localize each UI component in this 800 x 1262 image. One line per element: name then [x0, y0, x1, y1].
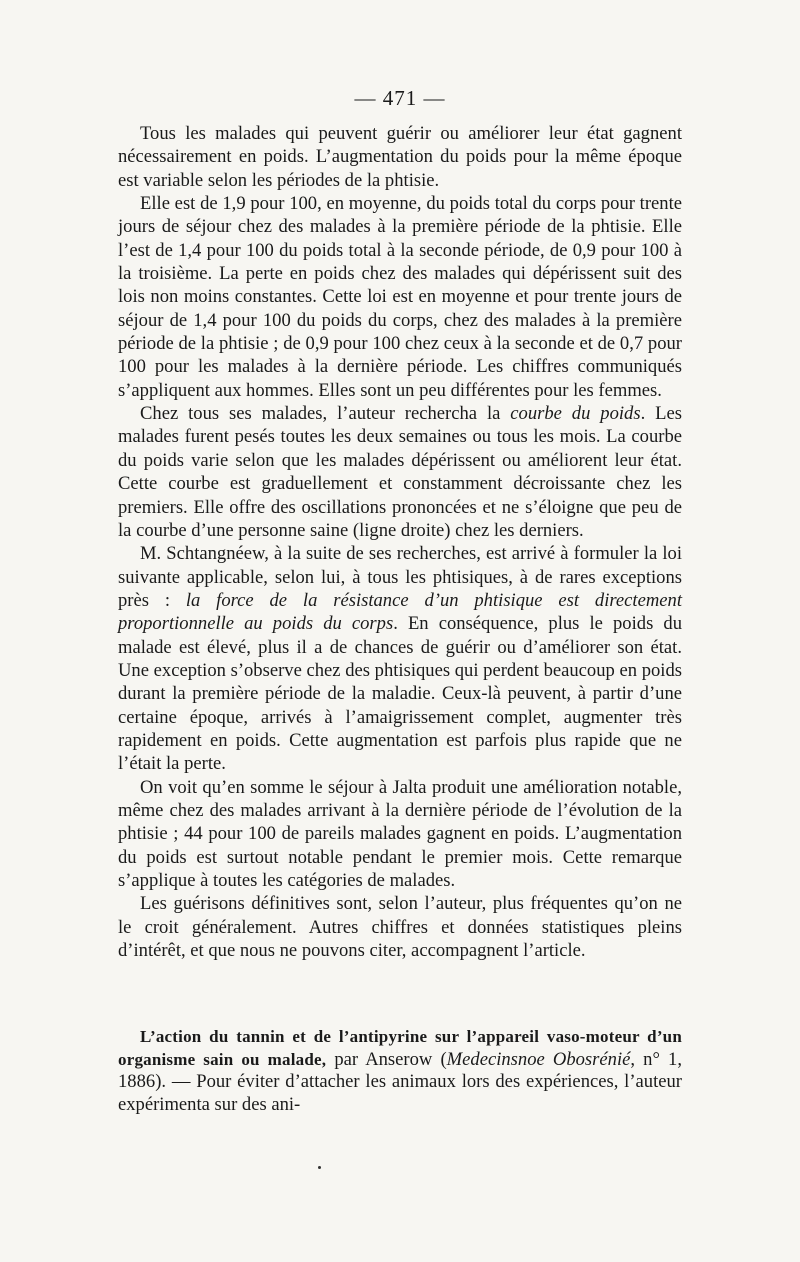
section-citation: , n° 1, 1886). — Pour éviter d’attacher les animaux lors des expériences, l’auteur expérimenta sur des ani-: [118, 1048, 682, 1115]
journal-name: Medecinsnoe Obosrénié: [446, 1048, 631, 1070]
paragraph-text: Chez tous ses malades, l’auteur rechercha la: [140, 403, 511, 425]
paragraph: [118, 402, 682, 542]
paragraph: [118, 542, 682, 775]
section-title: L’action du tannin et de l’antipyrine sur l’appareil vaso-moteur d’un organisme sain ou malade,: [118, 1027, 682, 1069]
paragraph-text: M. Schtangnéew, à la suite de ses recherches, est arrivé à formuler la loi suivante applicable, selon lui, à tous les phtisiques, à de rares exceptions près :: [118, 543, 682, 611]
page-number: — 471 —: [354, 86, 446, 110]
emphasis-text: courbe du poids: [510, 403, 641, 425]
paragraph: [118, 192, 682, 402]
paragraph: [118, 892, 682, 962]
article-body: [118, 122, 682, 962]
emphasis-text: la force de la résistance d’un phtisique est directement proportionnelle au poids du corps: [118, 589, 682, 635]
paragraph: [118, 776, 682, 893]
paragraph-text: Tous les malades qui peuvent guérir ou améliorer leur état gagnent nécessairement en poids. L’augmentation du poids pour la même époque est variable selon les périodes de la phtisie.: [118, 123, 682, 191]
paragraph: [118, 122, 682, 192]
printing-mark: [318, 1166, 321, 1169]
paragraph-text: . Les malades furent pesés toutes les deux semaines ou tous les mois. La courbe du poids varie selon que les malades dépérissent ou améliorent leur état. Cette courbe est graduellement et constamment décroissante chez les premiers. Elle offre des oscillations prononcées et ne s’éloigne que peu de la courbe d’une personne saine (ligne droite) chez les derniers.: [118, 403, 682, 541]
section-entry: [118, 1026, 682, 1116]
paragraph-text: Elle est de 1,9 pour 100, en moyenne, du poids total du corps pour trente jours de séjour chez des malades à la première période de la phtisie. Elle l’est de 1,4 pour 100 du poids total à la seconde période, de 0,9 pour 100 à la troisième. La perte en poids chez des malades qui dépérissent suit des lois non moins constantes. Cette loi est en moyenne et pour trente jours de séjour de 1,4 pour 100 du poids du corps, chez des malades à la première période de la phtisie ; de 0,9 pour 100 chez ceux à la seconde et de 0,7 pour 100 pour les malades à la dernière période. Les chiffres communiqués s’appliquent aux hommes. Elles sont un peu différentes pour les femmes.: [118, 193, 682, 401]
paragraph-text: On voit qu’en somme le séjour à Jalta produit une amélioration notable, même chez des malades arrivant à la dernière période de l’évolution de la phtisie ; 44 pour 100 de pareils malades gagnent en poids. L’augmentation du poids est surtout notable pendant le premier mois. Cette remarque s’applique à toutes les catégories de malades.: [118, 776, 682, 891]
section-author: par Anserow (: [326, 1048, 447, 1070]
paragraph-text: Les guérisons définitives sont, selon l’auteur, plus fréquentes qu’on ne le croit généralement. Autres chiffres et données statistiques pleins d’intérêt, et que nous ne pouvons citer, accompagnent l’article.: [118, 893, 682, 962]
paragraph-text: . En conséquence, plus le poids du malade est élevé, plus il a de chances de guérir ou d’améliorer son état. Une exception s’observe chez des phtisiques qui perdent beaucoup en poids durant la première période de la maladie. Ceux-là peuvent, à partir d’une certaine époque, arrivés à l’amaigrissement complet, augmenter très rapidement en poids. Cette augmentation est parfois plus rapide que ne l’était la perte.: [118, 613, 682, 775]
